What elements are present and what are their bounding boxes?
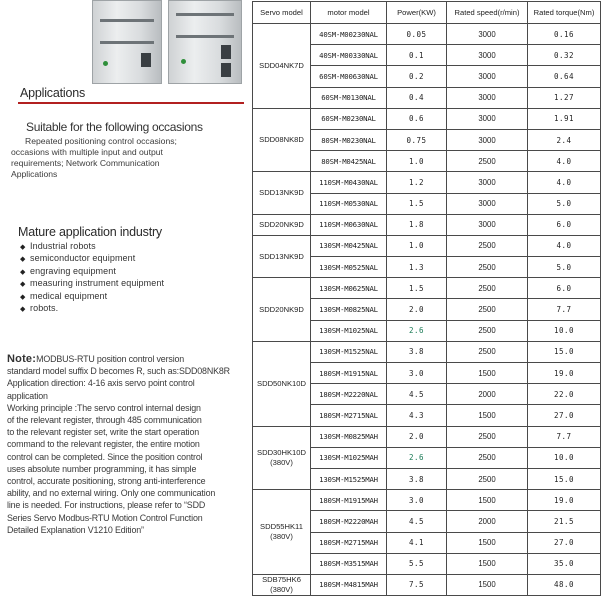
table-row xyxy=(253,490,601,511)
list-item: ◆ robots. xyxy=(20,303,164,315)
rated-speed-cell: 2000 xyxy=(447,384,528,405)
rated-speed-cell: 1500 xyxy=(447,574,528,595)
column-header: Servo model xyxy=(253,2,311,24)
rated-speed-cell: 2500 xyxy=(447,320,528,341)
rated-torque-cell: 48.0 xyxy=(528,574,601,595)
motor-model-cell: 180SM-M2715MAH xyxy=(311,532,387,553)
motor-model-cell: 130SM-M0525NAL xyxy=(311,257,387,278)
rated-torque-cell: 19.0 xyxy=(528,363,601,384)
note-line: Series Servo Modbus-RTU Motion Control Function xyxy=(7,512,203,523)
rated-speed-cell: 2500 xyxy=(447,151,528,172)
servo-model-cell: SDD04NK7D xyxy=(253,24,311,109)
power-cell: 4.1 xyxy=(387,532,447,553)
motor-model-cell: 130SM-M0825MAH xyxy=(311,426,387,447)
motor-model-cell: 130SM-M1025NAL xyxy=(311,320,387,341)
list-item: ◆ semiconductor equipment xyxy=(20,253,164,265)
motor-model-cell: 130SM-M1025MAH xyxy=(311,447,387,468)
suitable-line: requirements; Network Communication xyxy=(11,158,160,168)
rated-speed-cell: 2500 xyxy=(447,299,528,320)
motor-model-cell: 180SM-M3515MAH xyxy=(311,553,387,574)
table-row xyxy=(253,108,601,129)
diamond-bullet-icon: ◆ xyxy=(20,268,26,276)
power-cell: 3.0 xyxy=(387,490,447,511)
list-item: ◆ medical equipment xyxy=(20,291,164,303)
motor-model-cell: 180SM-M2715NAL xyxy=(311,405,387,426)
note-line: Detailed Explanation V1210 Edition” xyxy=(7,524,144,535)
rated-torque-cell: 10.0 xyxy=(528,320,601,341)
rated-torque-cell: 19.0 xyxy=(528,490,601,511)
applications-title: Applications xyxy=(20,86,86,100)
power-cell: 3.0 xyxy=(387,363,447,384)
power-cell: 1.8 xyxy=(387,214,447,235)
spec-table xyxy=(252,1,601,596)
motor-model-cell: 110SM-M0530NAL xyxy=(311,193,387,214)
rated-torque-cell: 15.0 xyxy=(528,468,601,489)
motor-model-cell: 80SM-M0425NAL xyxy=(311,151,387,172)
diamond-bullet-icon: ◆ xyxy=(20,256,26,264)
motor-model-cell: 60SM-M0230NAL xyxy=(311,108,387,129)
servo-model-cell: SDD13NK9D xyxy=(253,235,311,277)
diamond-bullet-icon: ◆ xyxy=(20,293,26,301)
rated-torque-cell: 7.7 xyxy=(528,426,601,447)
industry-title: Mature application industry xyxy=(18,225,162,239)
rated-speed-cell: 1500 xyxy=(447,532,528,553)
power-cell: 0.05 xyxy=(387,24,447,45)
note-line: Note:MODBUS-RTU position control version xyxy=(7,353,185,365)
power-cell: 0.75 xyxy=(387,129,447,150)
note-label: Note: xyxy=(7,353,37,365)
note-line: to the relevant register set, write the start operation xyxy=(7,427,200,438)
diamond-bullet-icon: ◆ xyxy=(20,306,26,314)
diamond-bullet-icon: ◆ xyxy=(20,244,26,251)
rated-speed-cell: 3000 xyxy=(447,214,528,235)
servo-drive-image xyxy=(168,0,242,84)
rated-torque-cell: 4.0 xyxy=(528,235,601,256)
rated-speed-cell: 2500 xyxy=(447,257,528,278)
rated-torque-cell: 15.0 xyxy=(528,341,601,362)
diamond-bullet-icon: ◆ xyxy=(20,281,26,289)
table-row xyxy=(253,341,601,362)
motor-model-cell: 60SM-M00630NAL xyxy=(311,66,387,87)
power-cell: 1.0 xyxy=(387,151,447,172)
rated-torque-cell: 6.0 xyxy=(528,278,601,299)
power-cell: 1.3 xyxy=(387,257,447,278)
power-cell: 1.2 xyxy=(387,172,447,193)
rated-torque-cell: 22.0 xyxy=(528,384,601,405)
servo-drive-image xyxy=(92,0,162,84)
table-row xyxy=(253,24,601,45)
motor-model-cell: 110SM-M0630NAL xyxy=(311,214,387,235)
power-cell: 3.8 xyxy=(387,341,447,362)
note-line: Application direction: 4-16 axis servo point control xyxy=(7,378,195,389)
motor-model-cell: 80SM-M0230NAL xyxy=(311,129,387,150)
rated-torque-cell: 0.64 xyxy=(528,66,601,87)
rated-speed-cell: 3000 xyxy=(447,193,528,214)
power-cell: 4.5 xyxy=(387,384,447,405)
rated-speed-cell: 2500 xyxy=(447,235,528,256)
rated-speed-cell: 3000 xyxy=(447,87,528,108)
rated-torque-cell: 35.0 xyxy=(528,553,601,574)
column-header: Rated torque(Nm) xyxy=(528,2,601,24)
motor-model-cell: 40SM-M00330NAL xyxy=(311,45,387,66)
note-line: command to the relevant register, the entire motion xyxy=(7,439,200,450)
motor-model-cell: 180SM-M2220NAL xyxy=(311,384,387,405)
note-block xyxy=(7,353,251,536)
rated-torque-cell: 1.27 xyxy=(528,87,601,108)
rated-speed-cell: 2500 xyxy=(447,468,528,489)
rated-torque-cell: 6.0 xyxy=(528,214,601,235)
note-line: application xyxy=(7,390,48,401)
table-header-row xyxy=(253,2,601,24)
column-header: Rated speed(r/min) xyxy=(447,2,528,24)
note-line: of the relevant register, through 485 communication xyxy=(7,415,202,426)
rated-torque-cell: 10.0 xyxy=(528,447,601,468)
rated-torque-cell: 4.0 xyxy=(528,172,601,193)
table-body xyxy=(253,24,601,596)
product-photo xyxy=(92,0,242,84)
column-header: Power(KW) xyxy=(387,2,447,24)
note-line: line is needed. For instructions, please refer to “SDD xyxy=(7,500,206,511)
power-cell: 0.2 xyxy=(387,66,447,87)
servo-model-cell: SDD13NK9D xyxy=(253,172,311,214)
rated-speed-cell: 2500 xyxy=(447,426,528,447)
rated-speed-cell: 1500 xyxy=(447,405,528,426)
rated-torque-cell: 2.4 xyxy=(528,129,601,150)
servo-model-cell: SDD20NK9D xyxy=(253,214,311,235)
power-cell: 4.5 xyxy=(387,511,447,532)
note-line: standard model suffix D becomes R, such as:SDD08NK8R xyxy=(7,366,230,377)
table-row xyxy=(253,426,601,447)
suitable-line: Repeated positioning control occasions; xyxy=(25,136,177,146)
rated-speed-cell: 2500 xyxy=(447,341,528,362)
power-cell: 1.5 xyxy=(387,278,447,299)
rated-speed-cell: 3000 xyxy=(447,24,528,45)
servo-model-cell: SDD30HK10D (380V) xyxy=(253,426,311,490)
rated-speed-cell: 3000 xyxy=(447,45,528,66)
rated-speed-cell: 1500 xyxy=(447,490,528,511)
motor-model-cell: 130SM-M0425NAL xyxy=(311,235,387,256)
power-cell: 2.0 xyxy=(387,426,447,447)
list-item: ◆ measuring instrument equipment xyxy=(20,278,164,290)
rated-speed-cell: 3000 xyxy=(447,129,528,150)
column-header: motor model xyxy=(311,2,387,24)
rated-torque-cell: 1.91 xyxy=(528,108,601,129)
note-line: control, accurate positioning, strong anti-interference xyxy=(7,476,206,487)
rated-torque-cell: 5.0 xyxy=(528,193,601,214)
power-cell: 0.1 xyxy=(387,45,447,66)
suitable-description xyxy=(11,136,241,180)
note-line: Working principle :The servo control internal design xyxy=(7,402,201,413)
rated-speed-cell: 1500 xyxy=(447,363,528,384)
note-line: uses absolute number programming, it has simple xyxy=(7,463,197,474)
rated-torque-cell: 27.0 xyxy=(528,405,601,426)
rated-torque-cell: 0.16 xyxy=(528,24,601,45)
servo-model-cell: SDD08NK8D xyxy=(253,108,311,172)
rated-speed-cell: 2500 xyxy=(447,447,528,468)
motor-model-cell: 180SM-M1915NAL xyxy=(311,363,387,384)
table-row xyxy=(253,235,601,256)
motor-model-cell: 180SM-M1915MAH xyxy=(311,490,387,511)
list-item: ◆ Industrial robots xyxy=(20,241,164,253)
rated-speed-cell: 3000 xyxy=(447,172,528,193)
rated-torque-cell: 0.32 xyxy=(528,45,601,66)
power-cell: 2.6 xyxy=(387,320,447,341)
motor-model-cell: 110SM-M0430NAL xyxy=(311,172,387,193)
power-cell: 2.6 xyxy=(387,447,447,468)
rated-speed-cell: 1500 xyxy=(447,553,528,574)
power-cell: 7.5 xyxy=(387,574,447,595)
table-row xyxy=(253,172,601,193)
motor-model-cell: 130SM-M0825NAL xyxy=(311,299,387,320)
servo-model-cell: SDD50NK10D xyxy=(253,341,311,426)
suitable-line: occasions with multiple input and output xyxy=(11,147,163,157)
rated-torque-cell: 21.5 xyxy=(528,511,601,532)
motor-model-cell: 60SM-M0130NAL xyxy=(311,87,387,108)
industry-list xyxy=(20,241,164,315)
servo-model-cell: SDD20NK9D xyxy=(253,278,311,342)
suitable-title: Suitable for the following occasions xyxy=(26,120,203,134)
motor-model-cell: 180SM-M4815MAH xyxy=(311,574,387,595)
table-row xyxy=(253,278,601,299)
note-line: control can be completed. Since the position control xyxy=(7,451,203,462)
power-cell: 0.6 xyxy=(387,108,447,129)
motor-model-cell: 130SM-M1525MAH xyxy=(311,468,387,489)
list-item: ◆ engraving equipment xyxy=(20,266,164,278)
servo-model-cell: SDD55HK11 (380V) xyxy=(253,490,311,575)
suitable-line: Applications xyxy=(11,169,58,179)
rated-speed-cell: 3000 xyxy=(447,66,528,87)
power-cell: 1.0 xyxy=(387,235,447,256)
section-divider xyxy=(18,102,244,104)
power-cell: 0.4 xyxy=(387,87,447,108)
rated-torque-cell: 4.0 xyxy=(528,151,601,172)
rated-torque-cell: 27.0 xyxy=(528,532,601,553)
rated-torque-cell: 7.7 xyxy=(528,299,601,320)
rated-torque-cell: 5.0 xyxy=(528,257,601,278)
rated-speed-cell: 3000 xyxy=(447,108,528,129)
note-line: ability, and no external wiring. Only one communication xyxy=(7,488,216,499)
table-row xyxy=(253,574,601,595)
rated-speed-cell: 2000 xyxy=(447,511,528,532)
motor-model-cell: 40SM-M00230NAL xyxy=(311,24,387,45)
power-cell: 4.3 xyxy=(387,405,447,426)
power-cell: 2.0 xyxy=(387,299,447,320)
power-cell: 5.5 xyxy=(387,553,447,574)
motor-model-cell: 130SM-M1525NAL xyxy=(311,341,387,362)
motor-model-cell: 180SM-M2220MAH xyxy=(311,511,387,532)
power-cell: 1.5 xyxy=(387,193,447,214)
power-cell: 3.8 xyxy=(387,468,447,489)
motor-model-cell: 130SM-M0625NAL xyxy=(311,278,387,299)
table-row xyxy=(253,214,601,235)
rated-speed-cell: 2500 xyxy=(447,278,528,299)
servo-model-cell: SDB75HK6 (380V) xyxy=(253,574,311,595)
